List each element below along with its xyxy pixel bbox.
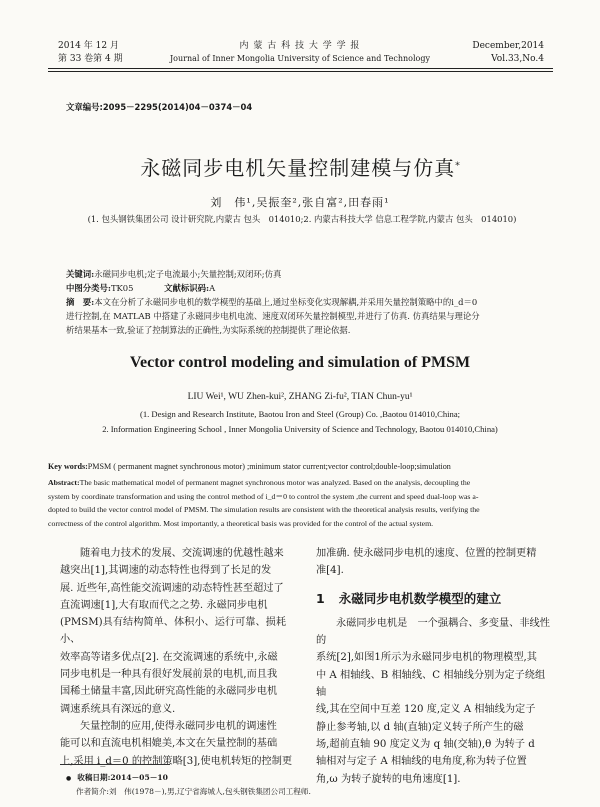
header-journal-cn: 内 蒙 古 科 技 大 学 学 报 (239, 41, 361, 51)
abstract-en-line-3: dopted to build the vector control model of PMSM. The simulation results are consistent with the theoretical analysis results, verifying the (48, 505, 480, 514)
doc-code-value: A (209, 283, 216, 293)
abstract-en-line-2: system by coordinate transformation and using the control method of i_d＝0 to control the system ,the current and speed dual-loop was a- (48, 491, 479, 501)
header-journal-en: Journal of Inner Mongolia University of Science and Technology (169, 54, 431, 63)
article-number: 文章编号:2095－2295(2014)04－0374－04 (66, 102, 253, 112)
header-date-cn: 2014 年 12 月 (58, 41, 119, 51)
body-left-column: 随着电力技术的发展、交流调速的优越性越来 越突出[1],其调速的动态特性也得到了长足的发 展. 近些年,高性能交流调速的动态特性甚至超过了 直流调速[1],大有取而代之之势. 永磁同步电机 (PMSM)具有结构简单、体积小、运行可靠、损耗小、 效率高等诸多优点[2]. 在交流调速的系统中,永磁 同步电机是一种具有很好发展前景的电机,而且我 国稀土储量丰富,因此研究高性能的永磁同步电机 调速系统具有深远的意义. 矢量控制的应用,使得永磁同步电机的调速性 能可以和直流电机相媲美,本文在矢量控制的基础 上,采用 i_d＝0 的控制策略[3],使电机转矩的控制更 (60, 545, 296, 770)
section-1-paragraph: 永磁同步电机是 一个强耦合、多变量、非线性的 (316, 617, 550, 647)
clc-value: TK05 (110, 283, 134, 293)
footnote-received: ● 收稿日期:2014－05－10 (66, 773, 168, 782)
section-1-heading (316, 590, 552, 609)
title-cn-block (0, 152, 600, 181)
authors-en: LIU Wei¹, WU Zhen-kui², ZHANG Zi-fu², TIAN Chun-yu¹ (187, 392, 413, 402)
authors-cn: 刘 伟¹,吴振奎²,张自富²,田春雨¹ (210, 196, 390, 209)
footnote-bullet: ● (66, 775, 72, 782)
abstract-cn-label: 摘 要: (66, 297, 95, 307)
title-cn: 永磁同步电机矢量控制建模与仿真 (140, 156, 456, 180)
intro-paragraph-1: 随着电力技术的发展、交流调速的优越性越来 (80, 548, 284, 559)
title-en: Vector control modeling and simulation of PMSM (129, 354, 471, 371)
doc-code-label: 文献标识码: (164, 283, 210, 293)
abstract-cn-line-3: 析结果基本一致,验证了控制算法的正确性,为实际系统的控制提供了理论依据. (66, 325, 351, 335)
abstract-en-label: Abstract: (48, 478, 80, 487)
header-rule-top (48, 68, 553, 69)
title-footnote-mark: * (455, 161, 460, 172)
clc-label: 中图分类号: (66, 283, 111, 293)
abstract-en-line-1: Abstract:The basic mathematical model of permanent magnet synchronous motor was analyzed. Based on the analysis, decoupling the (48, 478, 471, 487)
footnote-author-bio: 作者简介:刘 伟(1978－),男,辽宁省海城人,包头钢铁集团公司工程师. (76, 787, 311, 796)
keywords-en-text: PMSM ( permanent magnet synchronous motor) ;minimum stator current;vector control;double-loop;simulation (87, 462, 451, 471)
intro-paragraph-2-continued: 加准确. 使永磁同步电机的速度、位置的控制更精 (316, 548, 537, 559)
keywords-cn (66, 268, 552, 280)
abstract-cn (66, 296, 556, 336)
affiliation-cn: (1. 包头钢铁集团公司 设计研究院,内蒙古 包头 014010;2. 内蒙古科技大学 信息工程学院,内蒙古 包头 014010) (87, 214, 517, 224)
keywords-cn-text: 永磁同步电机;定子电流最小;矢量控制;双闭环;仿真 (94, 269, 282, 279)
footnote-rule (60, 764, 170, 765)
intro-paragraph-2: 矢量控制的应用,使得永磁同步电机的调速性 (80, 720, 277, 732)
affiliation-en-2: 2. Information Engineering School , Inner Mongolia University of Science and Technology, Baotou 014010,China) (102, 424, 498, 434)
section-1-number: 1 (316, 590, 325, 606)
keywords-en (48, 461, 553, 473)
abstract-en (48, 476, 553, 530)
body-right-column: 加准确. 使永磁同步电机的速度、位置的控制更精 准[4]. 1 永磁同步电机数学模型的建立 永磁同步电机是 一个强耦合、多变量、非线性的 系统[2],如图1所示为永磁同步电机的物理模型,其 中 A 相轴线、B 相轴线、C 相轴线分别为定子绕组轴 线,其在空间中互差 120 度,定义 A 相轴线为定子 静止参考轴,以 d 轴(直轴)定义转子所产生的磁 场,超前直轴 90 度定义为 q 轴(交轴),θ 为转子 d 轴相对与定子 A 相轴线的电角度,称为转子位置 角,ω 为转子旋转的电角速度[1]. (316, 545, 552, 788)
abstract-cn-line-1: 摘 要:本文在分析了永磁同步电机的数学模型的基础上,通过坐标变化实现解耦,并采用矢量控制策略中的i_d＝0 (66, 297, 478, 307)
header-volume-cn: 第 33 卷第 4 期 (58, 54, 123, 64)
section-1-title: 永磁同步电机数学模型的建立 (338, 590, 502, 606)
keywords-cn-label: 关键词: (66, 269, 95, 279)
abstract-en-line-4: correctness of the control algorithm. Most importantly, a theoretical basis was provided for the control of the actual system. (48, 518, 434, 528)
classification-line (66, 282, 552, 294)
header-rule-bottom (48, 71, 553, 72)
abstract-cn-line-2: 进行控制,在 MATLAB 中搭建了永磁同步电机电流、速度双闭环矢量控制模型,并进行了仿真. 仿真结果与理论分 (66, 311, 480, 321)
header-date-en: December,2014 (472, 41, 544, 51)
keywords-en-label: Key words: (48, 462, 88, 471)
header-volume-en: Vol.33,No.4 (491, 54, 544, 64)
affiliation-en-1: (1. Design and Research Institute, Baotou Iron and Steel (Group) Co. ,Baotou 014010,China; (139, 409, 461, 419)
